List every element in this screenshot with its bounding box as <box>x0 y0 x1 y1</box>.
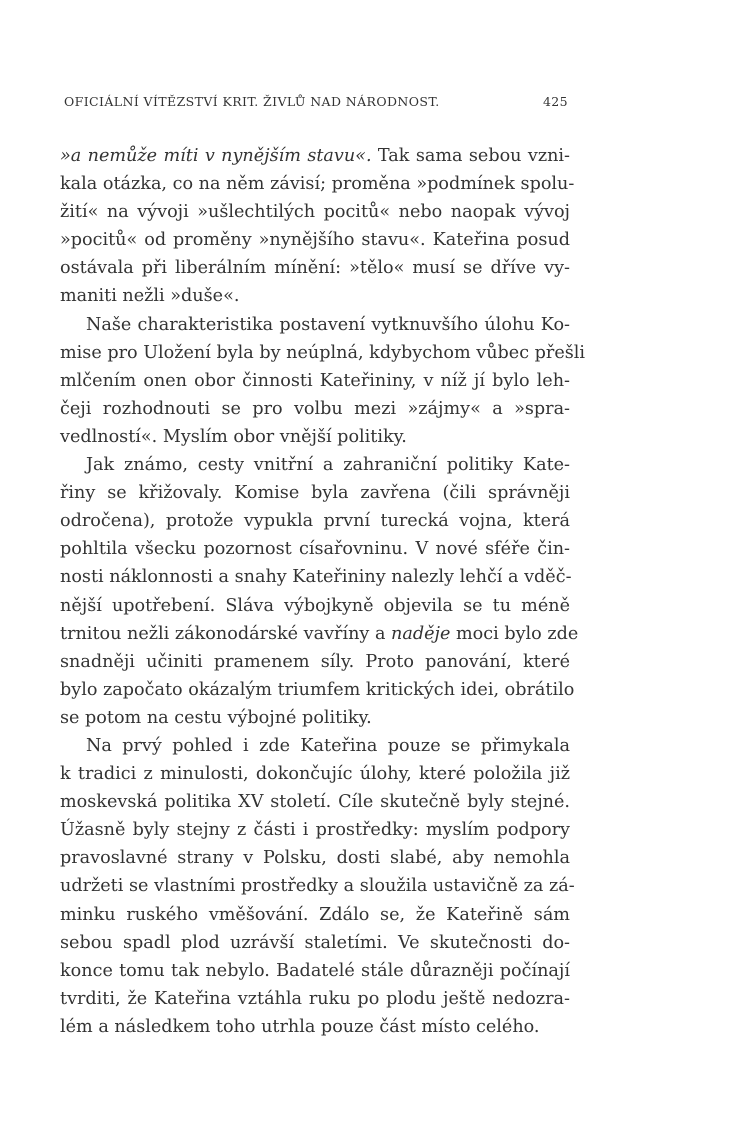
text-line <box>60 367 570 395</box>
text-line <box>60 648 570 676</box>
text-run: mise pro Uložení byla by neúplná, kdybychom vůbec přešli <box>60 342 586 363</box>
text-line <box>60 395 570 423</box>
text-line <box>60 339 586 367</box>
text-line <box>60 901 570 929</box>
text-line <box>60 563 570 591</box>
text-run: tvrditi, že Kateřina vztáhla ruku po plodu ještě nedozra- <box>60 988 570 1009</box>
text-line <box>60 226 570 254</box>
text-run: Úžasně byly stejny z části i prostředky: myslím podpory <box>60 820 570 841</box>
italic-text: naděje <box>391 623 451 644</box>
text-run: k tradici z minulosti, dokončujíc úlohy, které položila již <box>60 764 570 785</box>
text-line <box>60 198 570 226</box>
text-line <box>60 760 570 788</box>
text-line <box>60 704 570 732</box>
text-line <box>60 311 570 339</box>
page-number: 425 <box>542 94 568 109</box>
text-line <box>60 170 575 198</box>
text-run: žití« na vývoji »ušlechtilých pocitů« nebo naopak vývoj <box>60 202 570 223</box>
text-line <box>60 732 570 760</box>
text-run: kala otázka, co na něm závisí; proměna »podmínek spolu- <box>60 174 575 195</box>
text-run: se potom na cestu výbojné politiky. <box>60 707 372 728</box>
text-run: konce tomu tak nebylo. Badatelé stále důrazněji počínají <box>60 960 570 981</box>
text-line <box>60 985 570 1013</box>
text-line <box>60 844 570 872</box>
text-line <box>60 282 570 310</box>
text-line <box>60 816 570 844</box>
text-run: pravoslavné strany v Polsku, dosti slabé, aby nemohla <box>60 848 570 869</box>
text-line <box>60 451 570 479</box>
running-title: OFICIÁLNÍ VÍTĚZSTVÍ KRIT. ŽIVLŮ NAD NÁRODNOST. <box>64 94 440 109</box>
body-text <box>60 142 586 1041</box>
text-line <box>60 929 570 957</box>
text-line <box>60 479 570 507</box>
text-run: »pocitů« od proměny »nynějšího stavu«. Kateřina posud <box>60 230 570 251</box>
text-run: pohltila všecku pozornost císařovninu. V nové sféře čin- <box>60 539 570 560</box>
text-run: Naše charakteristika postavení vytknuvšího úlohu Ko- <box>86 314 570 335</box>
text-run: moci bylo zde <box>450 623 579 644</box>
italic-text: »a nemůže míti v nynějším stavu«. <box>60 146 372 166</box>
text-run: odročena), protože vypukla první turecká vojna, která <box>60 511 570 532</box>
text-line <box>60 142 570 170</box>
paragraph <box>60 311 586 451</box>
paragraph <box>60 732 575 1041</box>
text-run: bylo započato okázalým triumfem kritických idei, obrátilo <box>60 679 575 700</box>
text-run: čeji rozhodnouti se pro volbu mezi »zájmy« a »spra- <box>60 398 570 419</box>
text-run: moskevská politika XV století. Cíle skutečně byly stejné. <box>60 792 570 813</box>
text-run: Tak sama sebou vzni- <box>371 146 570 166</box>
text-run: mlčením onen obor činnosti Kateřininy, v níž jí bylo leh- <box>60 370 570 391</box>
text-line <box>60 535 570 563</box>
text-line <box>60 507 570 535</box>
text-run: řiny se křižovaly. Komise byla zavřena (čili správněji <box>60 483 570 504</box>
paragraph <box>60 142 575 311</box>
text-line <box>60 1013 570 1041</box>
text-run: vedlností«. Myslím obor vnější politiky. <box>60 426 407 447</box>
paragraph <box>60 451 579 732</box>
text-run: snadněji učiniti pramenem síly. Proto panování, které <box>60 651 570 672</box>
text-run: Jak známo, cesty vnitřní a zahraniční politiky Kate- <box>86 455 570 476</box>
text-run: nosti náklonnosti a snahy Kateřininy nalezly lehčí a vděč- <box>60 567 572 588</box>
text-line <box>60 957 570 985</box>
text-line <box>60 423 570 451</box>
text-run: ostávala při liberálním mínění: »tělo« musí se dříve vy- <box>60 258 570 279</box>
text-run: udržeti se vlastními prostředky a sloužila ustavičně za zá- <box>60 876 575 897</box>
text-line <box>60 620 579 648</box>
text-line <box>60 676 575 704</box>
text-run: lém a následkem toho utrhla pouze část místo celého. <box>60 1016 540 1037</box>
text-run: minku ruského vměšování. Zdálo se, že Kateřině sám <box>60 904 570 925</box>
text-run: nější upotřebení. Sláva výbojkyně objevila se tu méně <box>60 595 570 616</box>
text-run: sebou spadl plod uzrávší staletími. Ve skutečnosti do- <box>60 932 570 953</box>
text-line <box>60 872 575 900</box>
text-line <box>60 788 570 816</box>
text-run: Na prvý pohled i zde Kateřina pouze se přimykala <box>86 735 570 756</box>
text-line <box>60 592 570 620</box>
text-run: trnitou nežli zákonodárské vavříny a <box>60 623 392 644</box>
text-run: maniti nežli »duše«. <box>60 286 240 307</box>
text-line <box>60 254 570 282</box>
